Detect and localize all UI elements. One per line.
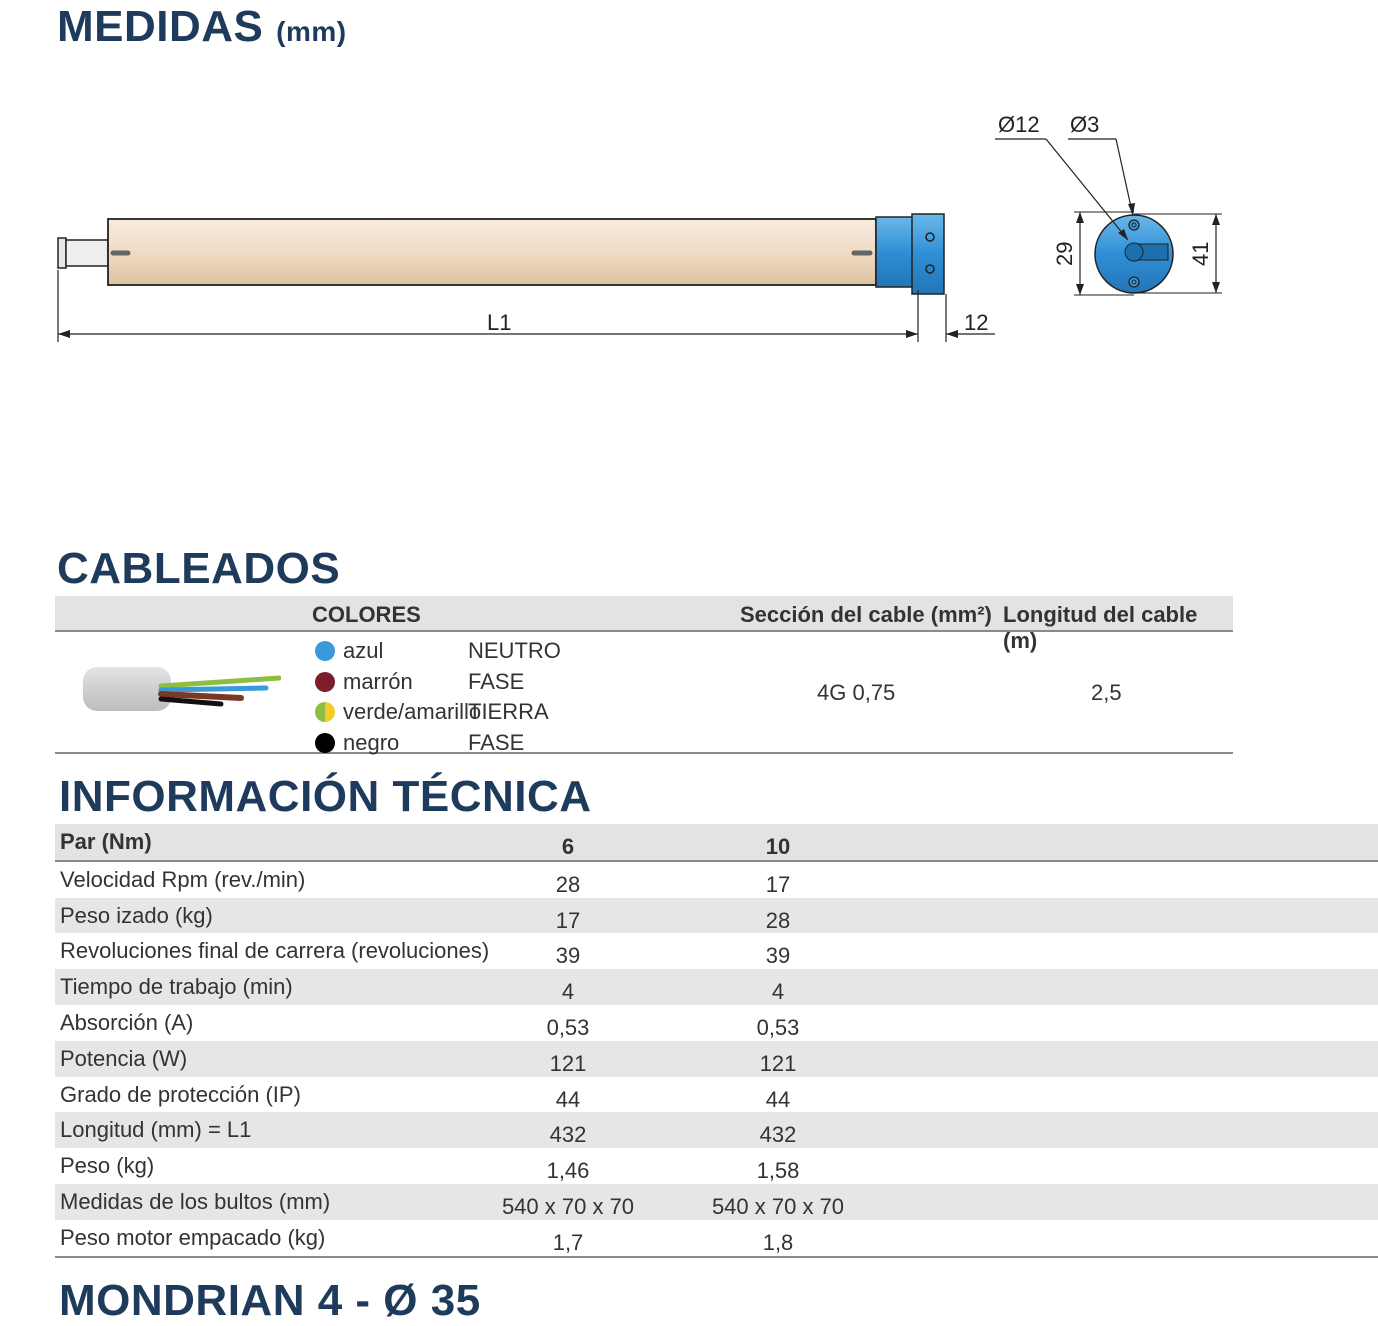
table-row	[55, 1112, 1378, 1148]
header-colores: COLORES	[312, 602, 421, 627]
label-dim-41: 41	[1188, 241, 1213, 266]
table-row	[55, 969, 1378, 1005]
table-row	[55, 1184, 1378, 1220]
wire-function: TIERRA	[468, 699, 549, 724]
section-title-informacion-tecnica: INFORMACIÓN TÉCNICA	[59, 772, 592, 821]
wire-color-name: negro	[343, 730, 400, 755]
row-value-10: 39	[765, 943, 791, 969]
row-label: Medidas de los bultos (mm)	[60, 1188, 331, 1214]
wire-color-swatch	[315, 672, 335, 692]
row-label: Peso motor empacado (kg)	[60, 1224, 326, 1250]
row-label: Potencia (W)	[60, 1045, 188, 1071]
row-label: Longitud (mm) = L1	[60, 1117, 252, 1143]
wire-function: FASE	[468, 730, 525, 755]
row-label: Peso izado (kg)	[60, 902, 213, 928]
row-value-6: 1,7	[552, 1229, 584, 1255]
row-value-6: 28	[555, 871, 581, 897]
table-bottom-rule	[55, 1256, 1378, 1258]
label-l1: L1	[487, 310, 512, 335]
row-value-6: 17	[555, 907, 581, 933]
row-value-10: 4	[771, 979, 785, 1005]
row-value-6: 121	[549, 1050, 587, 1076]
table-row	[55, 1005, 1378, 1041]
row-value-6: 0,53	[546, 1014, 590, 1040]
wire-function: FASE	[468, 669, 525, 694]
header-par: Par (Nm)	[60, 829, 152, 854]
row-value-6: 1,46	[546, 1158, 590, 1184]
row-value-6: 540 x 70 x 70	[501, 1193, 635, 1219]
label-offset-12: 12	[964, 310, 989, 335]
row-label: Peso (kg)	[60, 1153, 155, 1179]
wire-color-swatch	[315, 641, 335, 661]
row-value-6: 44	[555, 1086, 581, 1112]
cable-section-value: 4G 0,75	[817, 680, 896, 705]
row-value-6: 432	[549, 1122, 587, 1148]
row-value-6: 4	[561, 979, 575, 1005]
header-col-6-text: 6	[561, 834, 575, 859]
row-value-10: 17	[765, 871, 791, 897]
label-dim-29: 29	[1052, 241, 1077, 266]
label-diam-3: Ø3	[1070, 112, 1100, 137]
row-value-10: 432	[759, 1122, 797, 1148]
header-longitud: Longitud del cable (m)	[1003, 602, 1198, 653]
row-value-10: 1,58	[756, 1158, 800, 1184]
table-row	[55, 1148, 1378, 1184]
row-value-10: 44	[765, 1086, 791, 1112]
row-value-6: 39	[555, 943, 581, 969]
table-row	[55, 933, 1378, 969]
row-value-10: 28	[765, 907, 791, 933]
row-label: Absorción (A)	[60, 1009, 194, 1035]
wiring-table	[55, 596, 1233, 754]
motor-dimension-diagram	[0, 90, 1378, 360]
table-row	[55, 1077, 1378, 1113]
cable-length-value: 2,5	[1091, 680, 1122, 705]
wire-color-name: verde/amarillo	[343, 699, 482, 724]
section-title-cableados: CABLEADOS	[57, 544, 341, 593]
wire-color-swatch	[315, 702, 335, 722]
row-label: Grado de protección (IP)	[60, 1081, 301, 1107]
model-title: MONDRIAN 4 - Ø 35	[59, 1276, 481, 1325]
motor-end-view	[995, 112, 1222, 295]
motor-head	[876, 214, 944, 294]
cable-image	[81, 664, 281, 714]
wire-color-swatch	[315, 733, 335, 753]
medidas-title-text: MEDIDAS	[57, 2, 264, 51]
wire-color-name: marrón	[343, 669, 413, 694]
header-seccion: Sección del cable (mm²)	[740, 602, 992, 627]
table-row	[55, 1041, 1378, 1077]
row-label: Revoluciones final de carrera (revoluciones)	[60, 938, 490, 964]
row-value-10: 1,8	[762, 1229, 794, 1255]
header-col-10-text: 10	[765, 834, 791, 859]
tech-table-header	[55, 824, 1378, 862]
row-label: Tiempo de trabajo (min)	[60, 974, 293, 1000]
tech-info-table	[55, 824, 1378, 1258]
wiring-table-body	[55, 632, 1233, 754]
wire-color-name: azul	[343, 638, 384, 663]
motor-shaft	[58, 238, 108, 268]
table-row	[55, 898, 1378, 934]
section-title-medidas	[57, 2, 347, 52]
table-row	[55, 1220, 1378, 1256]
label-diam-12: Ø12	[998, 112, 1040, 137]
row-value-10: 0,53	[756, 1014, 800, 1040]
medidas-unit: (mm)	[276, 16, 347, 47]
motor-tube	[108, 219, 876, 285]
row-value-10: 121	[759, 1050, 797, 1076]
row-label: Velocidad Rpm (rev./min)	[60, 866, 306, 892]
table-row	[55, 862, 1378, 898]
wire-function: NEUTRO	[468, 638, 561, 663]
row-value-10: 540 x 70 x 70	[711, 1193, 845, 1219]
